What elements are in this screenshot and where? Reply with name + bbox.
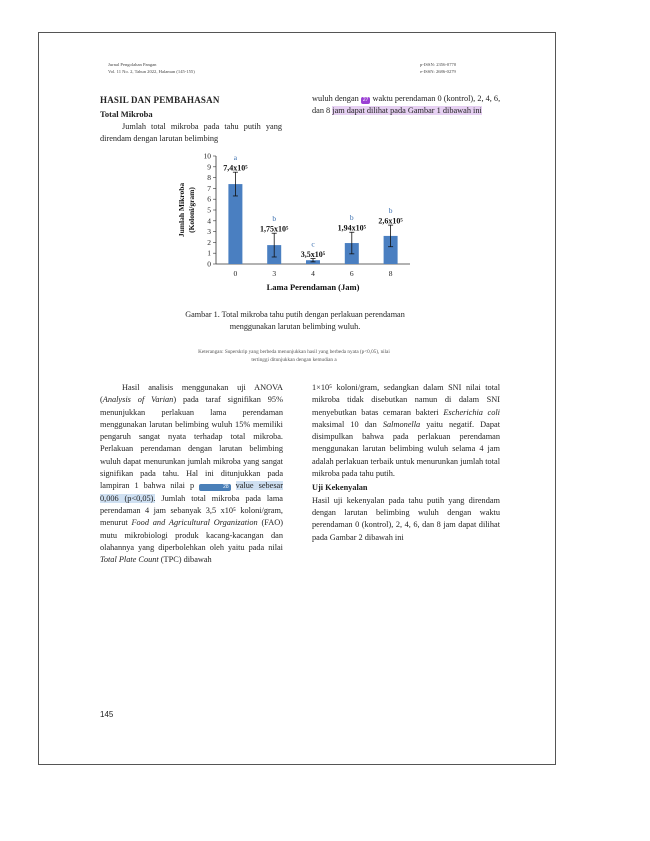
y-tick-label: 2 — [207, 237, 211, 247]
y-tick-label: 6 — [207, 194, 211, 204]
figure-caption — [136, 309, 454, 333]
text-run: 1×10⁵ koloni/gram, sedangkan dalam SNI nilai total mikroba tidak disebutkan namun di dalam SNI menyebutkan batas cemaran bakteri — [312, 383, 500, 417]
figure-note — [144, 349, 444, 364]
issn-header — [420, 61, 456, 75]
y-tick-label: 5 — [207, 205, 211, 215]
significance-letter: a — [233, 153, 238, 163]
caption-line-1: Gambar 1. Total mikroba tahu putih dengan perlakuan perendaman — [185, 310, 405, 319]
kekenyalan-paragraph: Hasil uji kekenyalan pada tahu putih yang direndam dengan larutan belimbing wuluh dengan waktu perendaman 0 (kontrol), 2, 4, 6, dan 8 jam dapat dilihat pada Gambar 2 dibawah ini — [312, 495, 500, 542]
y-tick-label: 7 — [207, 183, 211, 193]
subsection-heading: Total Mikroba — [100, 109, 153, 119]
results-paragraph-cont — [312, 383, 500, 478]
body-column-right — [312, 382, 500, 544]
x-tick-label: 4 — [311, 269, 315, 278]
y-tick-label: 1 — [207, 248, 211, 258]
intro-right-mid: waktu perendaman 0 (kontrol), 2, 4, 6, dan 8 — [312, 94, 501, 115]
y-axis-title: Jumlah Mikroba — [177, 182, 186, 238]
page-number: 145 — [100, 710, 114, 719]
x-tick-label: 6 — [349, 269, 354, 278]
intro-right-pre: wuluh dengan — [312, 94, 359, 103]
results-paragraph — [100, 382, 283, 566]
text-run: ) pada taraf signifikan 95% menunjukkan perlakuan lama perendaman menggunakan larutan belimbing wuluh 15% memiliki pengaruh sangat nyata terhadap total mikroba. Perlakuan perendaman dengan larutan belimbing wuluh dapat menurunkan jumlah mikroba yang sangat signifikan pada tahu. Hal ini ditunjukkan pada lampiran 1 bahwa nilai p — [100, 395, 283, 491]
y-tick-label: 4 — [207, 216, 211, 226]
annotation-badge-28[interactable]: 28 — [199, 484, 231, 491]
journal-header — [108, 61, 195, 75]
data-label: 1,94x10⁵ — [337, 223, 367, 233]
intro-paragraph-left: Jumlah total mikroba pada tahu putih yang direndam dengan larutan belimbing — [100, 122, 282, 143]
issn-print: p-ISSN: 2356-0770 — [420, 62, 457, 67]
section-heading: HASIL DAN PEMBAHASAN — [100, 95, 220, 105]
x-tick-label: 8 — [388, 269, 393, 278]
intro-paragraph-right — [312, 93, 504, 117]
note-line-1: Keterangan: Superskrip yang berbeda menunjukkan hasil yang berbeda nyata (p<0,05), nilai — [198, 349, 390, 355]
significance-letter: b — [349, 213, 354, 223]
data-label: 3,5x10⁵ — [300, 250, 326, 260]
text-italic: Salmonella — [382, 419, 421, 429]
data-label: 2,6x10⁵ — [378, 216, 403, 226]
x-tick-label: 0 — [233, 269, 238, 278]
text-italic: Food and Agricultural Organization — [131, 518, 258, 528]
significance-letter: b — [272, 214, 277, 224]
y-tick-label: 8 — [207, 173, 211, 183]
note-line-2: tertinggi ditunjukkan dengan kemudian a — [251, 356, 337, 363]
text-run: Jumlah total mikroba pada lama perendaman 4 jam sebanyak 3,5 x10⁵ koloni/gram, menurut — [100, 493, 283, 528]
issn-online: e-ISSN: 2686-0279 — [420, 69, 456, 74]
highlighted-text[interactable]: value sebesar 0,006 (p<0,05). — [100, 481, 284, 503]
y-tick-label: 9 — [207, 162, 211, 172]
y-tick-label: 3 — [207, 227, 211, 237]
text-italic: Analysis of Varian — [102, 395, 174, 405]
text-run: (TPC) dibawah — [158, 555, 212, 565]
annotation-badge-27[interactable]: 27 — [362, 97, 369, 103]
data-label: 7,4x10⁵ — [223, 163, 248, 173]
text-run: yaitu negatif. Dapat disimpulkan bahwa pada perlakuan perendaman menggunakan larutan belimbing wuluh selama 4 jam adalah perlakuan terbaik untuk menurunkan jumlah total mikroba pada tahu putih. — [312, 419, 501, 479]
text-run: Hasil analisis menggunakan uji ANOVA ( — [100, 383, 283, 405]
caption-line-2: menggunakan larutan belimbing wuluh. — [229, 322, 361, 331]
significance-letter: c — [311, 239, 315, 249]
text-italic: Total Plate Count — [100, 555, 159, 565]
significance-letter: b — [388, 206, 393, 216]
x-axis-title: Lama Perendaman (Jam) — [266, 282, 360, 292]
journal-name: Jurnal Pengolahan Pangan — [108, 62, 157, 67]
text-run: maksimal 10 dan — [312, 419, 383, 429]
body-column-left — [100, 382, 283, 566]
text-italic: Escherichia coli — [443, 407, 500, 417]
highlighted-text[interactable]: jam dapat dilihat pada Gambar 1 dibawah ini — [332, 106, 482, 115]
subsection-heading-kekenyalan: Uji Kekenyalan — [312, 483, 368, 493]
y-axis-title-unit: (Koloni/gram) — [187, 187, 196, 233]
data-label: 1,75x10⁵ — [259, 224, 289, 234]
bar-chart — [172, 150, 432, 298]
x-tick-label: 3 — [272, 269, 277, 278]
y-tick-label: 0 — [207, 259, 211, 269]
y-tick-label: 10 — [203, 151, 211, 161]
text-run: (FAO) mutu mikrobiologi produk kacang-kacangan dan olahannya yang diperbolehkan oleh yaitu pada nilai — [100, 518, 283, 552]
journal-volume: Vol. 11 No. 2, Tahun 2022, Halaman (145-155) — [108, 69, 195, 74]
